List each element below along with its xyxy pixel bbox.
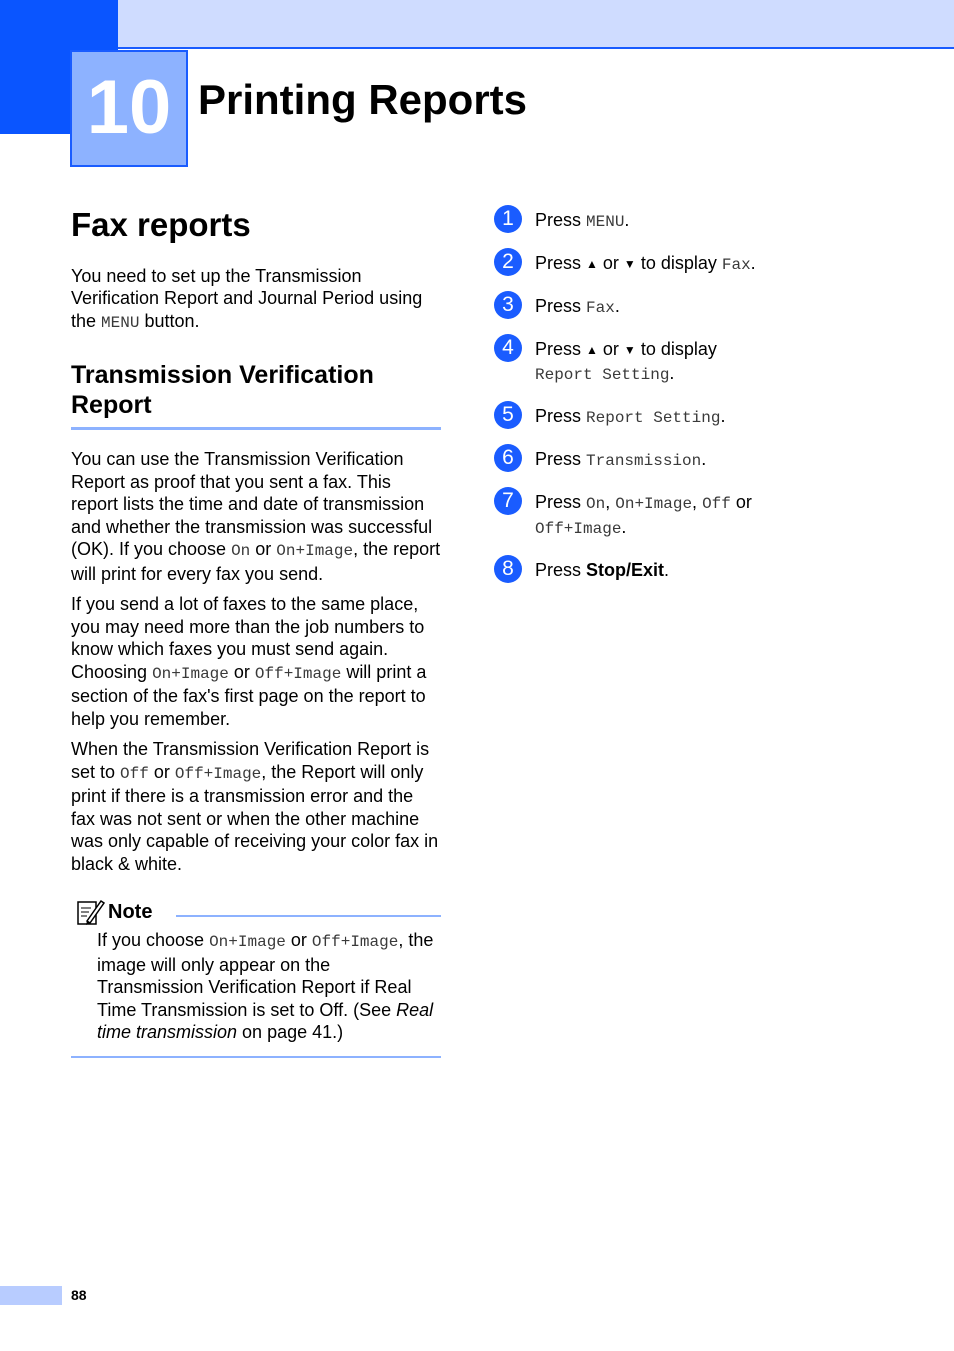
- text: ,: [692, 492, 703, 512]
- note-text: [97, 929, 441, 1044]
- note-box: [71, 897, 441, 1058]
- text: Press: [535, 492, 587, 512]
- text: or: [250, 539, 277, 560]
- text: , the report will print for every fax you send.: [71, 539, 441, 584]
- up-arrow-icon: ▲: [586, 343, 598, 357]
- note-bottom-rule: [71, 1056, 441, 1058]
- code: On+Image: [209, 933, 286, 952]
- text: Press: [535, 253, 587, 273]
- steps-list: [494, 205, 894, 597]
- down-arrow-icon: ▼: [623, 343, 636, 357]
- step-6: [494, 444, 894, 473]
- page-number: 88: [71, 1287, 87, 1303]
- text: Press: [535, 296, 587, 316]
- tvr-paragraph-3: [71, 738, 441, 875]
- step-number-badge: 8: [494, 555, 522, 583]
- text: or: [228, 661, 255, 682]
- heading-underline: [71, 427, 441, 430]
- text: to display: [635, 339, 717, 359]
- code: Off: [702, 495, 731, 513]
- footer-bar: [0, 1286, 62, 1305]
- code: Fax: [586, 299, 615, 317]
- text: .: [614, 296, 620, 316]
- step-2: [494, 248, 894, 277]
- note-label: Note: [108, 900, 153, 923]
- step-3: [494, 291, 894, 320]
- step-number-badge: 1: [494, 205, 522, 233]
- cross-reference-link[interactable]: Real time transmission: [97, 999, 434, 1043]
- text: Press: [535, 339, 587, 359]
- fax-reports-intro: [71, 265, 441, 335]
- code: On: [586, 495, 606, 513]
- menu-code: MENU: [101, 313, 140, 332]
- step-text: [535, 291, 620, 320]
- code: On+Image: [276, 542, 354, 561]
- step-text: [535, 444, 706, 473]
- text: You can use the Transmission Verification Report as proof that you sent a fax. This report lists the time and date of transmission and whether the transmission was successful (OK). If you choose: [71, 449, 433, 560]
- step-number-badge: 5: [494, 401, 522, 429]
- left-column: [71, 205, 441, 1058]
- step-text: [535, 334, 717, 387]
- text: will print a section of the fax's first page on the report to help you remember.: [71, 661, 427, 729]
- note-pencil-icon: [75, 897, 105, 927]
- step-text: [535, 487, 752, 541]
- header-band: [118, 0, 954, 49]
- step-1: [494, 205, 894, 234]
- code: Off+Image: [535, 520, 622, 538]
- code: Report Setting: [586, 409, 721, 427]
- text: You need to set up the Transmission Verification Report and Journal Period using the: [71, 265, 423, 331]
- text: ,: [605, 492, 616, 512]
- text: to display: [635, 253, 722, 273]
- code: Off+Image: [174, 764, 262, 783]
- code: On+Image: [152, 664, 229, 683]
- text: button.: [139, 310, 200, 331]
- step-7: [494, 487, 894, 541]
- text: Press: [535, 560, 587, 580]
- text: If you choose: [97, 930, 210, 951]
- step-text: [535, 248, 756, 277]
- chapter-title: Printing Reports: [198, 76, 528, 123]
- step-8: [494, 555, 894, 583]
- step-text: [535, 555, 669, 582]
- text: .: [664, 560, 670, 580]
- code: Fax: [721, 256, 751, 274]
- step-number-badge: 4: [494, 334, 522, 362]
- chapter-number: 10: [86, 65, 172, 150]
- chapter-badge: [70, 50, 188, 167]
- step-5: [494, 401, 894, 430]
- step-number-badge: 3: [494, 291, 522, 319]
- step-text: [535, 401, 725, 430]
- text: or: [730, 492, 752, 512]
- text: .: [720, 406, 726, 426]
- up-arrow-icon: ▲: [586, 257, 598, 271]
- subsection-heading-tvr: Transmission Verification Report: [71, 361, 374, 420]
- text: .: [701, 449, 707, 469]
- code: On: [231, 542, 251, 561]
- step-number-badge: 7: [494, 487, 522, 515]
- text: on page 41.): [237, 1022, 344, 1043]
- down-arrow-icon: ▼: [623, 257, 636, 271]
- code: Transmission: [586, 452, 702, 470]
- code: On+Image: [615, 495, 693, 513]
- text: or: [597, 253, 624, 273]
- step-number-badge: 2: [494, 248, 522, 276]
- code: MENU: [586, 213, 625, 231]
- text: When the Transmission Verification Report is set to: [71, 739, 430, 782]
- text: Press: [535, 406, 587, 426]
- note-rule: [176, 915, 441, 917]
- text: or: [285, 930, 312, 951]
- text: .: [669, 363, 675, 383]
- stop-exit-key: Stop/Exit: [586, 560, 665, 580]
- tvr-paragraph-2: [71, 593, 441, 730]
- code: Off: [120, 764, 149, 783]
- step-text: [535, 205, 629, 234]
- text: or: [148, 761, 175, 782]
- text: .: [621, 517, 627, 537]
- text: If you send a lot of faxes to the same place, you may need more than the job numbers to know which faxes you must send again. Choosing: [71, 594, 425, 682]
- step-4: [494, 334, 894, 387]
- text: Press: [535, 210, 587, 230]
- text: .: [624, 210, 630, 230]
- step-number-badge: 6: [494, 444, 522, 472]
- code: Off+Image: [311, 933, 399, 952]
- text: or: [597, 339, 624, 359]
- section-heading-fax-reports: Fax reports: [71, 206, 251, 243]
- text: , the image will only appear on the Transmission Verification Report if Real Time Transmission is set to Off. (See: [97, 930, 434, 1020]
- code: Off+Image: [254, 664, 342, 683]
- text: .: [750, 253, 756, 273]
- text: Press: [535, 449, 587, 469]
- tvr-paragraph-1: [71, 448, 441, 585]
- code: Report Setting: [535, 366, 670, 384]
- note-header: [71, 897, 441, 927]
- text: , the Report will only print if there is a transmission error and the fax was not sent or when the other machine was only capable of receiving your color fax in black & white.: [71, 761, 439, 874]
